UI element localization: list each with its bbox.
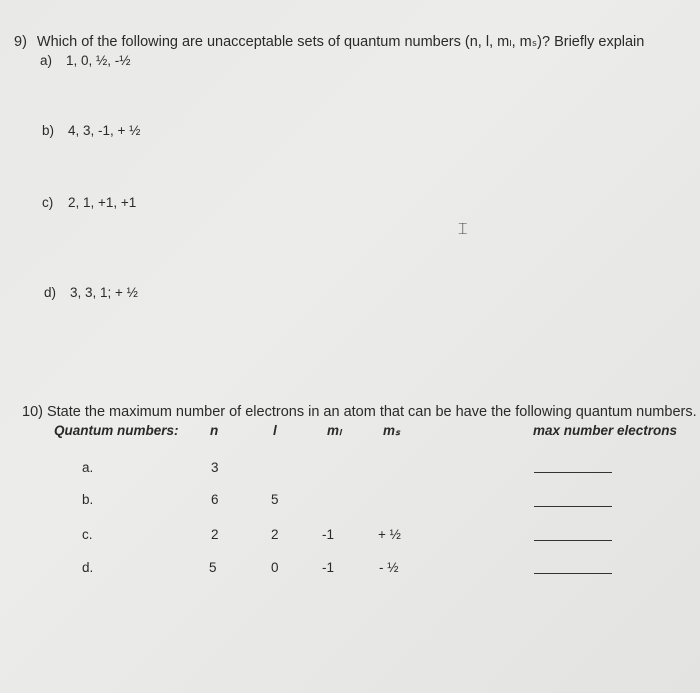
option-letter: a) [40,53,53,68]
header-ml: mₗ [327,423,342,438]
row-d-letter: d. [82,560,94,575]
row-d-n: 5 [209,560,217,575]
option-letter: b) [42,123,55,138]
row-c-n: 2 [211,527,219,542]
text-cursor-icon: ⌶ [458,219,468,238]
header-n: n [210,423,219,438]
header-quantum-numbers: Quantum numbers: [54,423,179,438]
option-values: 3, 3, 1; + ½ [70,285,138,300]
option-values: 1, 0, ½, -½ [66,53,131,68]
row-d-answer-blank[interactable] [534,573,612,574]
q9-option-d [44,285,138,300]
row-d-l: 0 [271,560,279,575]
header-ms: mₛ [383,423,401,438]
row-a-letter: a. [82,460,94,475]
option-letter: d) [44,285,57,300]
header-max-electrons: max number electrons [533,423,678,438]
q9-option-b [42,123,140,138]
option-values: 2, 1, +1, +1 [68,195,137,210]
row-c-answer-blank[interactable] [534,540,612,541]
row-d-ml: -1 [322,560,335,575]
option-values: 4, 3, -1, + ½ [68,123,141,138]
row-c-ms: + ½ [378,527,401,542]
row-c-letter: c. [82,527,93,542]
row-b-n: 6 [211,492,219,507]
q9-option-a [40,53,131,68]
row-b-letter: b. [82,492,94,507]
row-d-ms: - ½ [379,560,399,575]
q9-option-c [42,195,136,210]
option-letter: c) [42,195,54,210]
header-l: l [273,423,277,438]
q10-title: 10) State the maximum number of electrons in an atom that can be have the following quantum numbers. [22,404,697,420]
row-a-answer-blank[interactable] [534,472,612,473]
row-a-n: 3 [211,460,219,475]
q9-question [14,34,644,50]
row-b-answer-blank[interactable] [534,506,612,507]
q9-number: 9) [14,34,27,50]
row-c-l: 2 [271,527,279,542]
row-c-ml: -1 [322,527,335,542]
row-b-l: 5 [271,492,279,507]
q9-question-text: Which of the following are unacceptable sets of quantum numbers (n, l, mₗ, mₛ)? Briefly explain [36,34,645,50]
